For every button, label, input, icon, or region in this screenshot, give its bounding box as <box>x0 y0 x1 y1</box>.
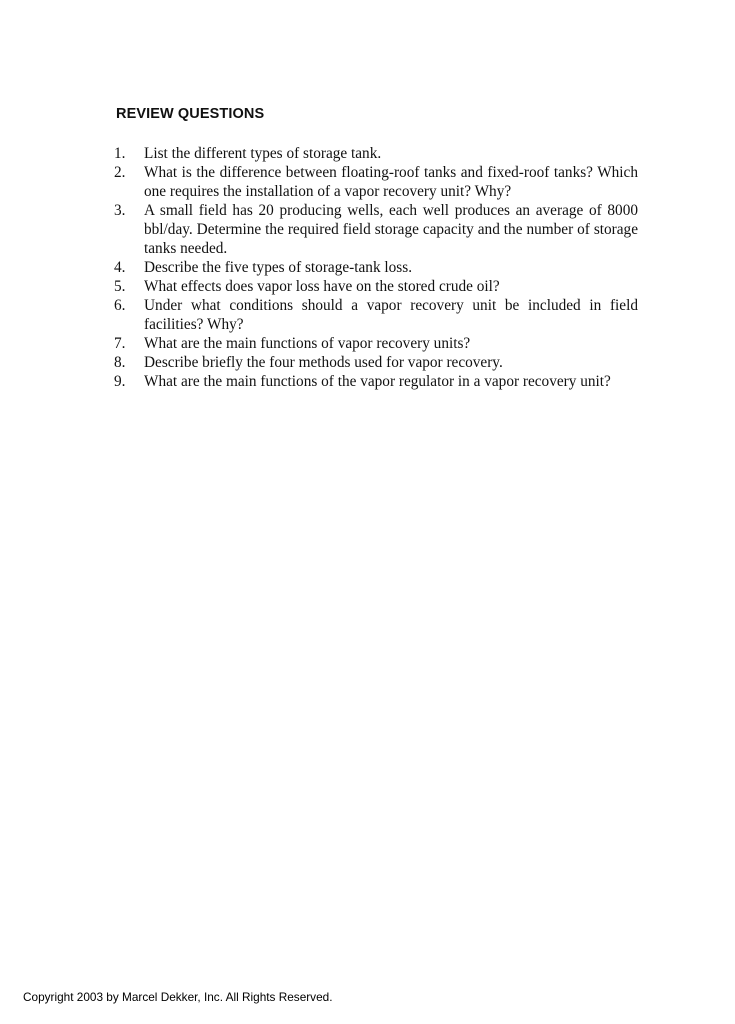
section-heading: REVIEW QUESTIONS <box>116 106 265 122</box>
copyright-notice: Copyright 2003 by Marcel Dekker, Inc. All Rights Reserved. <box>23 990 333 1004</box>
question-text: What are the main functions of the vapor regulator in a vapor recovery unit? <box>144 373 611 390</box>
question-text: Describe the five types of storage-tank loss. <box>144 259 413 276</box>
question-number: 5. <box>114 278 126 295</box>
question-number: 1. <box>114 145 126 162</box>
question-item <box>108 353 638 372</box>
question-text: Under what conditions should a vapor recovery unit be included in field facilities? Why? <box>144 297 638 333</box>
question-text: What is the difference between floating-roof tanks and fixed-roof tanks? Which one requires the installation of a vapor recovery unit? Why? <box>144 164 638 200</box>
question-text: A small field has 20 producing wells, each well produces an average of 8000 bbl/day. Determine the required field storage capacity and the number of storage tanks needed. <box>144 202 638 257</box>
question-text: What are the main functions of vapor recovery units? <box>144 335 471 352</box>
question-number: 3. <box>114 202 126 219</box>
question-number: 2. <box>114 164 126 181</box>
question-item <box>108 258 638 277</box>
question-item <box>108 372 638 391</box>
question-text: List the different types of storage tank. <box>144 145 382 162</box>
question-number: 6. <box>114 297 126 314</box>
question-number: 8. <box>114 354 126 371</box>
question-number: 7. <box>114 335 126 352</box>
question-item <box>108 296 638 334</box>
question-number: 9. <box>114 373 126 390</box>
question-item <box>108 277 638 296</box>
question-number: 4. <box>114 259 126 276</box>
review-questions-list <box>108 144 638 391</box>
question-item <box>108 163 638 201</box>
question-item <box>108 201 638 258</box>
question-text: Describe briefly the four methods used for vapor recovery. <box>144 354 503 371</box>
question-text: What effects does vapor loss have on the stored crude oil? <box>144 278 500 295</box>
question-item <box>108 334 638 353</box>
question-item <box>108 144 638 163</box>
